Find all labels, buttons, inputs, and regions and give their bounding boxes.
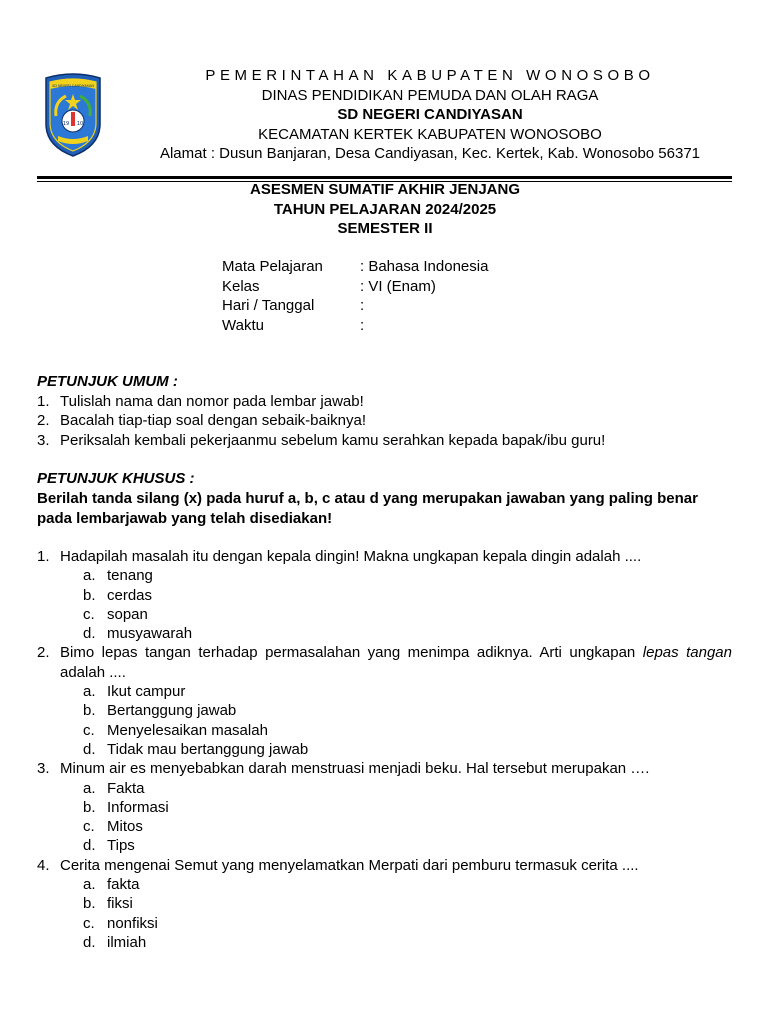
identity-row xyxy=(222,277,488,297)
option-letter: d. xyxy=(83,625,96,643)
identity-label: Mata Pelajaran xyxy=(222,258,323,275)
item-text: Bacalah tiap-tiap soal dengan sebaik-baiknya! xyxy=(60,412,367,429)
option-text: sopan xyxy=(107,605,148,623)
identity-label: Kelas xyxy=(222,277,260,295)
answer-options xyxy=(37,875,732,952)
letterhead-department: DINAS PENDIDIKAN PEMUDA DAN OLAH RAGA xyxy=(261,86,599,104)
answer-option xyxy=(83,894,732,913)
question-stem xyxy=(37,643,732,682)
item-text: Periksalah kembali pekerjaanmu sebelum kamu serahkan kepada bapak/ibu guru! xyxy=(60,431,606,449)
general-instructions-heading: PETUNJUK UMUM : xyxy=(37,373,178,390)
answer-options xyxy=(37,779,732,856)
option-text: ilmiah xyxy=(107,933,147,951)
option-text: Mitos xyxy=(107,818,143,836)
option-text: Ikut campur xyxy=(107,683,186,701)
logo-text: SD NEGERI CANDIYASAN xyxy=(52,84,94,88)
letterhead-divider-thick xyxy=(37,176,732,179)
identity-value: : xyxy=(360,297,365,314)
item-text: Tulislah nama dan nomor pada lembar jawab! xyxy=(60,392,364,410)
option-letter: d. xyxy=(83,837,96,855)
question-number: 3. xyxy=(37,760,50,778)
logo-number-left: 19 xyxy=(62,121,70,127)
question-text-part: Hadapilah masalah itu dengan kepala dingin! Makna ungkapan kepala dingin adalah .... xyxy=(60,548,642,565)
identity-row xyxy=(222,316,488,336)
question-item xyxy=(37,759,732,855)
list-item xyxy=(37,392,737,412)
answer-option xyxy=(83,875,732,894)
answer-option xyxy=(83,914,732,933)
exam-title-line3: SEMESTER II xyxy=(337,220,433,237)
option-letter: d. xyxy=(83,740,96,758)
question-text-part: Bimo lepas tangan terhadap permasalahan yang menimpa adiknya. Arti ungkapan xyxy=(60,644,643,662)
question-text xyxy=(60,547,732,566)
question-text xyxy=(60,643,732,682)
answer-option xyxy=(83,586,732,605)
question-text-part: adalah .... xyxy=(60,663,126,681)
general-instructions-list xyxy=(37,392,737,451)
question-text xyxy=(60,856,732,875)
exam-title xyxy=(150,180,620,239)
answer-option xyxy=(83,817,732,836)
answer-option xyxy=(83,682,732,701)
specific-instructions-heading: PETUNJUK KHUSUS : xyxy=(37,470,195,487)
answer-options xyxy=(37,566,732,643)
item-number: 1. xyxy=(37,392,50,410)
option-letter: a. xyxy=(83,567,96,585)
item-number: 3. xyxy=(37,431,50,449)
question-stem xyxy=(37,856,732,875)
identity-value: : xyxy=(360,316,365,334)
option-text: Bertanggung jawab xyxy=(107,702,237,720)
option-text: Tips xyxy=(107,837,135,855)
identity-value: : VI (Enam) xyxy=(360,277,436,295)
option-letter: b. xyxy=(83,895,96,913)
answer-option xyxy=(83,566,732,585)
option-letter: c. xyxy=(83,605,95,623)
option-letter: c. xyxy=(83,914,95,932)
option-letter: a. xyxy=(83,683,96,701)
logo-number-right: 10 xyxy=(76,121,84,127)
option-letter: c. xyxy=(83,721,95,739)
option-letter: a. xyxy=(83,876,96,894)
letterhead-school-name: SD NEGERI CANDIYASAN xyxy=(337,106,523,123)
identity-label: Hari / Tanggal xyxy=(222,297,315,314)
general-instructions xyxy=(37,372,737,450)
answer-option xyxy=(83,798,732,817)
option-text: musyawarah xyxy=(107,625,193,643)
option-text: Informasi xyxy=(107,798,169,816)
question-stem xyxy=(37,759,732,778)
list-item xyxy=(37,411,737,431)
option-text: nonfiksi xyxy=(107,914,158,932)
answer-option xyxy=(83,836,732,855)
letterhead-district: KECAMATAN KERTEK KABUPATEN WONOSOBO xyxy=(258,125,602,143)
specific-instructions xyxy=(37,469,737,529)
option-letter: c. xyxy=(83,818,95,836)
letterhead xyxy=(150,66,710,164)
item-number: 2. xyxy=(37,412,50,429)
question-item xyxy=(37,643,732,759)
specific-instructions-text: Berilah tanda silang (x) pada huruf a, b, c atau d yang merupakan jawaban yang paling benar pada lembarjawab yang telah disediakan! xyxy=(37,489,698,527)
option-text: Menyelesaikan masalah xyxy=(107,721,268,739)
option-letter: b. xyxy=(83,586,96,604)
identity-value: : Bahasa Indonesia xyxy=(360,258,489,275)
letterhead-address: Alamat : Dusun Banjaran, Desa Candiyasan, Kec. Kertek, Kab. Wonosobo 56371 xyxy=(159,145,701,162)
answer-option xyxy=(83,933,732,952)
option-text: fakta xyxy=(107,876,140,894)
letterhead-government: PEMERINTAHAN KABUPATEN WONOSOBO xyxy=(205,67,655,84)
school-emblem-icon xyxy=(42,72,104,158)
option-text: cerdas xyxy=(107,586,153,604)
question-text-part: Cerita mengenai Semut yang menyelamatkan Merpati dari pemburu termasuk cerita .... xyxy=(60,856,639,874)
identity-table xyxy=(222,257,488,335)
option-text: fiksi xyxy=(107,895,133,913)
option-letter: d. xyxy=(83,933,96,951)
option-text: Fakta xyxy=(107,779,145,797)
identity-row xyxy=(222,257,488,277)
identity-label: Waktu xyxy=(222,316,264,334)
answer-option xyxy=(83,779,732,798)
option-text: tenang xyxy=(107,567,153,585)
option-text: Tidak mau bertanggung jawab xyxy=(107,740,309,758)
question-text-part: Minum air es menyebabkan darah menstruasi menjadi beku. Hal tersebut merupakan …. xyxy=(60,760,650,778)
list-item xyxy=(37,431,737,451)
answer-option xyxy=(83,740,732,759)
question-list xyxy=(37,547,732,952)
question-text xyxy=(60,759,732,778)
option-letter: b. xyxy=(83,798,96,816)
identity-row xyxy=(222,296,488,316)
question-text-emphasis: lepas tangan xyxy=(642,644,732,662)
question-stem xyxy=(37,547,732,566)
option-letter: a. xyxy=(83,779,96,797)
question-item xyxy=(37,856,732,952)
exam-title-line2: TAHUN PELAJARAN 2024/2025 xyxy=(273,200,497,218)
answer-options xyxy=(37,682,732,759)
option-letter: b. xyxy=(83,702,96,720)
answer-option xyxy=(83,624,732,643)
answer-option xyxy=(83,701,732,720)
answer-option xyxy=(83,605,732,624)
question-number: 2. xyxy=(37,644,50,662)
answer-option xyxy=(83,721,732,740)
question-number: 4. xyxy=(37,856,50,874)
question-number: 1. xyxy=(37,548,50,565)
question-item xyxy=(37,547,732,643)
exam-title-line1: ASESMEN SUMATIF AKHIR JENJANG xyxy=(249,181,521,198)
